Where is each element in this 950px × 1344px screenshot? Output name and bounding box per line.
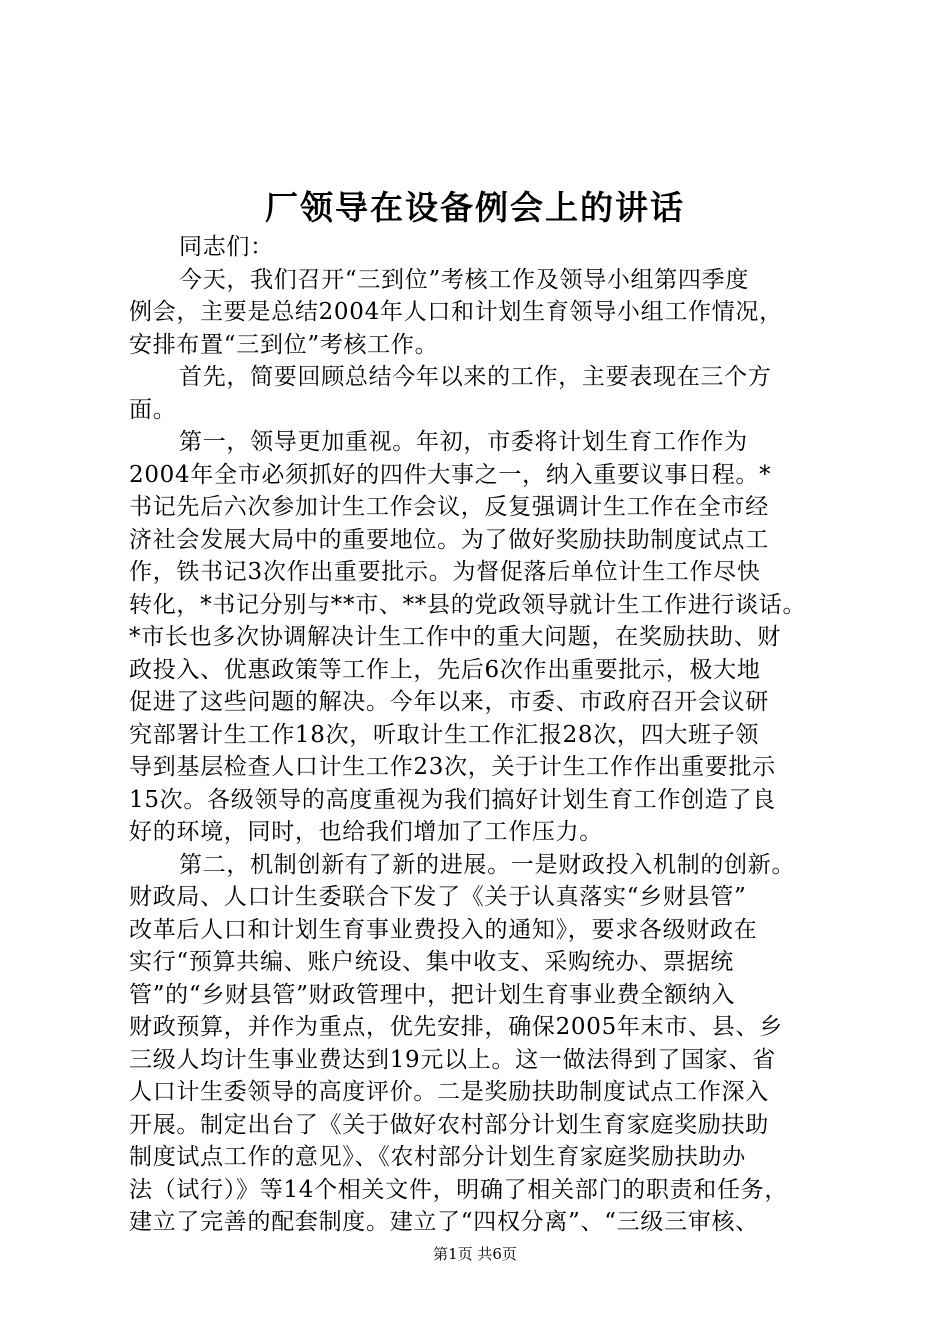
text-line: 今天，我们召开“三到位”考核工作及领导小组第四季度 <box>179 266 750 293</box>
text-line: 政投入、优惠政策等工作上，先后6次作出重要批示，极大地 <box>129 656 761 683</box>
text-line: 建立了完善的配套制度。建立了“四权分离”、“三级三审核、 <box>129 1209 759 1235</box>
text-line: 第二，机制创新有了新的进展。一是财政投入机制的创新。 <box>179 851 796 878</box>
text-line: 导到基层检查人口计生工作23次，关于计生工作作出重要批示 <box>129 754 776 780</box>
text-line: 实行“预算共编、账户统设、集中收支、采购统办、票据统 <box>129 949 734 975</box>
text-line: 济社会发展大局中的重要地位。为了做好奖励扶助制度试点工 <box>129 526 769 553</box>
text-line: 促进了这些问题的解决。今年以来，市委、市政府召开会议研 <box>129 689 769 715</box>
text-line: 同志们： <box>179 234 274 260</box>
text-line: 究部署计生工作18次，听取计生工作汇报28次，四大班子领 <box>129 721 760 748</box>
document-title: 厂领导在设备例会上的讲话 <box>265 188 685 227</box>
document-body <box>129 231 829 1239</box>
text-line: 第一，领导更加重视。年初，市委将计划生育工作作为 <box>179 429 748 455</box>
text-line: 三级人均计生事业费达到19元以上。这一做法得到了国家、省 <box>129 1046 776 1073</box>
text-line: 管”的“乡财县管”财政管理中，把计划生育事业费全额纳入 <box>129 981 736 1008</box>
page-footer: 第1页 共6页 <box>433 1245 517 1263</box>
text-line: 人口计生委领导的高度评价。二是奖励扶助制度试点工作深入 <box>129 1079 769 1105</box>
text-line: 转化，*书记分别与**市、**县的党政领导就计生工作进行谈话。 <box>129 591 807 618</box>
text-line: 面。 <box>129 396 177 423</box>
text-line: 首先，简要回顾总结今年以来的工作，主要表现在三个方 <box>179 364 772 390</box>
text-line: 制度试点工作的意见》、《农村部分计划生育家庭奖励扶助办 <box>129 1144 746 1170</box>
text-line: 好的环境，同时，也给我们增加了工作压力。 <box>129 819 603 845</box>
text-line: 财政局、人口计生委联合下发了《关于认真落实“乡财县管” <box>129 884 747 910</box>
text-line: 书记先后六次参加计生工作会议，反复强调计生工作在全市经 <box>129 494 769 520</box>
text-line: 2004年全市必须抓好的四件大事之一，纳入重要议事日程。* <box>129 461 772 488</box>
text-line: 安排布置“三到位”考核工作。 <box>129 331 439 358</box>
text-line: 开展。制定出台了《关于做好农村部分计划生育家庭奖励扶助 <box>129 1111 769 1138</box>
text-line: 财政预算，并作为重点，优先安排，确保2005年末市、县、乡 <box>129 1014 783 1040</box>
text-line: 改革后人口和计划生育事业费投入的通知》，要求各级财政在 <box>129 916 758 943</box>
text-line: *市长也多次协调解决计生工作中的重大问题，在奖励扶助、财 <box>129 624 782 650</box>
text-line: 15次。各级领导的高度重视为我们搞好计划生育工作创造了良 <box>129 786 776 813</box>
text-line: 例会，主要是总结2004年人口和计划生育领导小组工作情况， <box>129 299 783 325</box>
text-line: 作，铁书记3次作出重要批示。为督促落后单位计生工作尽快 <box>129 559 761 585</box>
text-line: 法（试行）》等14个相关文件，明确了相关部门的职责和任务， <box>129 1176 789 1203</box>
